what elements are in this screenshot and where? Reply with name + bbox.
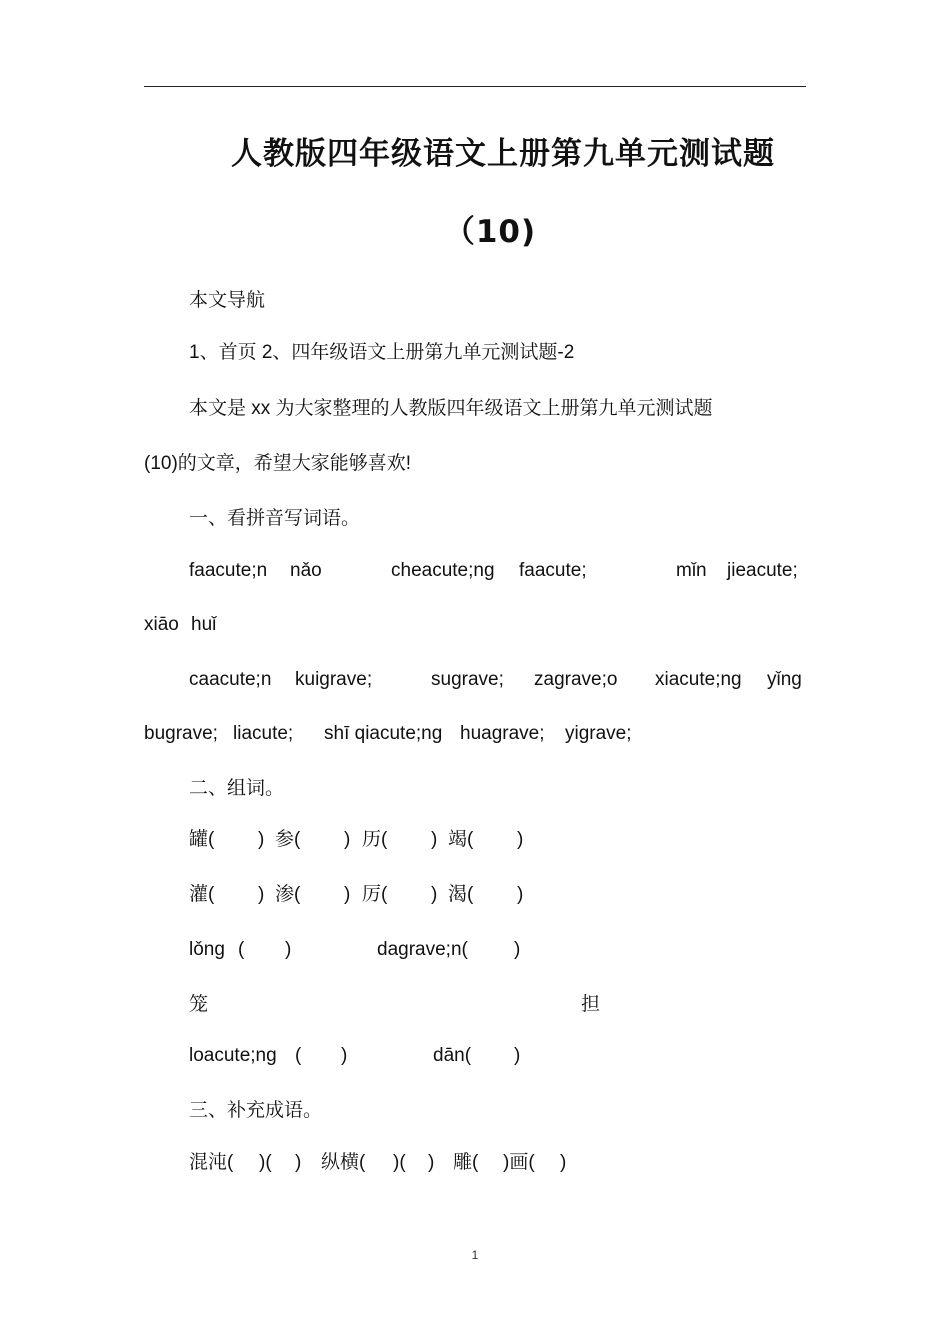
- char-prompt: 渴(: [448, 884, 474, 905]
- pinyin-row-2-cont: [0, 721, 950, 747]
- blank-close: ): [517, 829, 524, 850]
- pinyin-word: huǐ: [191, 614, 217, 635]
- intro-line-2: (10)的文章，希望大家能够喜欢!: [144, 453, 412, 474]
- pinyin-word: mǐn: [676, 560, 707, 581]
- idiom-blank: )(: [259, 1152, 272, 1173]
- blank-open: (: [295, 1045, 302, 1066]
- blank-close: ): [514, 939, 521, 960]
- pinyin-row-1: [0, 558, 950, 584]
- blank-close: ): [514, 1045, 521, 1066]
- word-group-row-4: [0, 992, 950, 1018]
- char-prompt: 历(: [362, 829, 388, 850]
- word-group-row-5: [0, 1043, 950, 1069]
- page-number: 1: [471, 1248, 479, 1262]
- idiom-row-1: [0, 1150, 950, 1176]
- pinyin-prompt: dagrave;n(: [377, 939, 468, 960]
- section2-heading: 二、组词。: [189, 778, 285, 799]
- intro-line-1: 本文是 xx 为大家整理的人教版四年级语文上册第九单元测试题: [189, 398, 713, 419]
- idiom-blank: )(: [393, 1152, 406, 1173]
- char-prompt: 罐(: [189, 829, 215, 850]
- pinyin-word: bugrave;: [144, 723, 218, 744]
- blank-close: ): [344, 884, 351, 905]
- pinyin-word: faacute;n: [189, 560, 268, 581]
- pinyin-word: caacute;n: [189, 669, 272, 690]
- pinyin-word: huagrave;: [460, 723, 545, 744]
- polyphone-char: 担: [581, 994, 601, 1015]
- blank-close: ): [431, 829, 438, 850]
- idiom-blank: ): [428, 1152, 435, 1173]
- pinyin-word: yigrave;: [565, 723, 632, 744]
- pinyin-prompt: dān(: [433, 1045, 472, 1066]
- pinyin-word: cheacute;ng: [391, 560, 495, 581]
- idiom-blank: ): [295, 1152, 302, 1173]
- pinyin-word: faacute;: [519, 560, 587, 581]
- pinyin-word: yǐng: [767, 669, 802, 690]
- blank-close: ): [517, 884, 524, 905]
- pinyin-word: kuigrave;: [295, 669, 373, 690]
- idiom-prompt: 雕(: [453, 1152, 479, 1173]
- idiom-prompt: 混沌(: [189, 1152, 234, 1173]
- pinyin-row-2: [0, 667, 950, 693]
- idiom-blank: ): [560, 1152, 567, 1173]
- pinyin-word: xiacute;ng: [655, 669, 742, 690]
- word-group-row-2: [0, 882, 950, 908]
- blank-close: ): [258, 829, 265, 850]
- word-group-row-1: [0, 827, 950, 853]
- section3-heading: 三、补充成语。: [189, 1100, 323, 1121]
- pinyin-word: jieacute;: [727, 560, 798, 581]
- nav-links[interactable]: 1、首页 2、四年级语文上册第九单元测试题-2: [189, 342, 575, 363]
- blank-close: ): [344, 829, 351, 850]
- char-prompt: 厉(: [362, 884, 388, 905]
- blank-close: ): [258, 884, 265, 905]
- document-title: 人教版四年级语文上册第九单元测试题: [231, 136, 775, 172]
- header-rule: [144, 86, 806, 87]
- nav-heading: 本文导航: [189, 290, 266, 311]
- char-prompt: 渗(: [275, 884, 301, 905]
- blank-open: (: [238, 939, 245, 960]
- document-title-number: （10): [443, 214, 537, 250]
- blank-close: ): [431, 884, 438, 905]
- pinyin-row-1-cont: [0, 612, 950, 638]
- pinyin-word: zagrave;o: [534, 669, 618, 690]
- polyphone-char: 笼: [189, 994, 209, 1015]
- blank-close: ): [285, 939, 292, 960]
- pinyin-word: liacute;: [233, 723, 294, 744]
- idiom-prompt: 纵横(: [321, 1152, 366, 1173]
- pinyin-prompt: loacute;ng: [189, 1045, 277, 1066]
- char-prompt: 灌(: [189, 884, 215, 905]
- section1-heading: 一、看拼音写词语。: [189, 508, 361, 529]
- char-prompt: 参(: [275, 829, 301, 850]
- pinyin-prompt: lǒng: [189, 939, 225, 960]
- pinyin-word: shī qiacute;ng: [324, 723, 443, 744]
- char-prompt: 竭(: [448, 829, 474, 850]
- word-group-row-3: [0, 937, 950, 963]
- pinyin-word: xiāo: [144, 614, 179, 635]
- idiom-blank: )画(: [503, 1152, 535, 1173]
- blank-close: ): [341, 1045, 348, 1066]
- pinyin-word: sugrave;: [431, 669, 504, 690]
- pinyin-word: nǎo: [290, 560, 322, 581]
